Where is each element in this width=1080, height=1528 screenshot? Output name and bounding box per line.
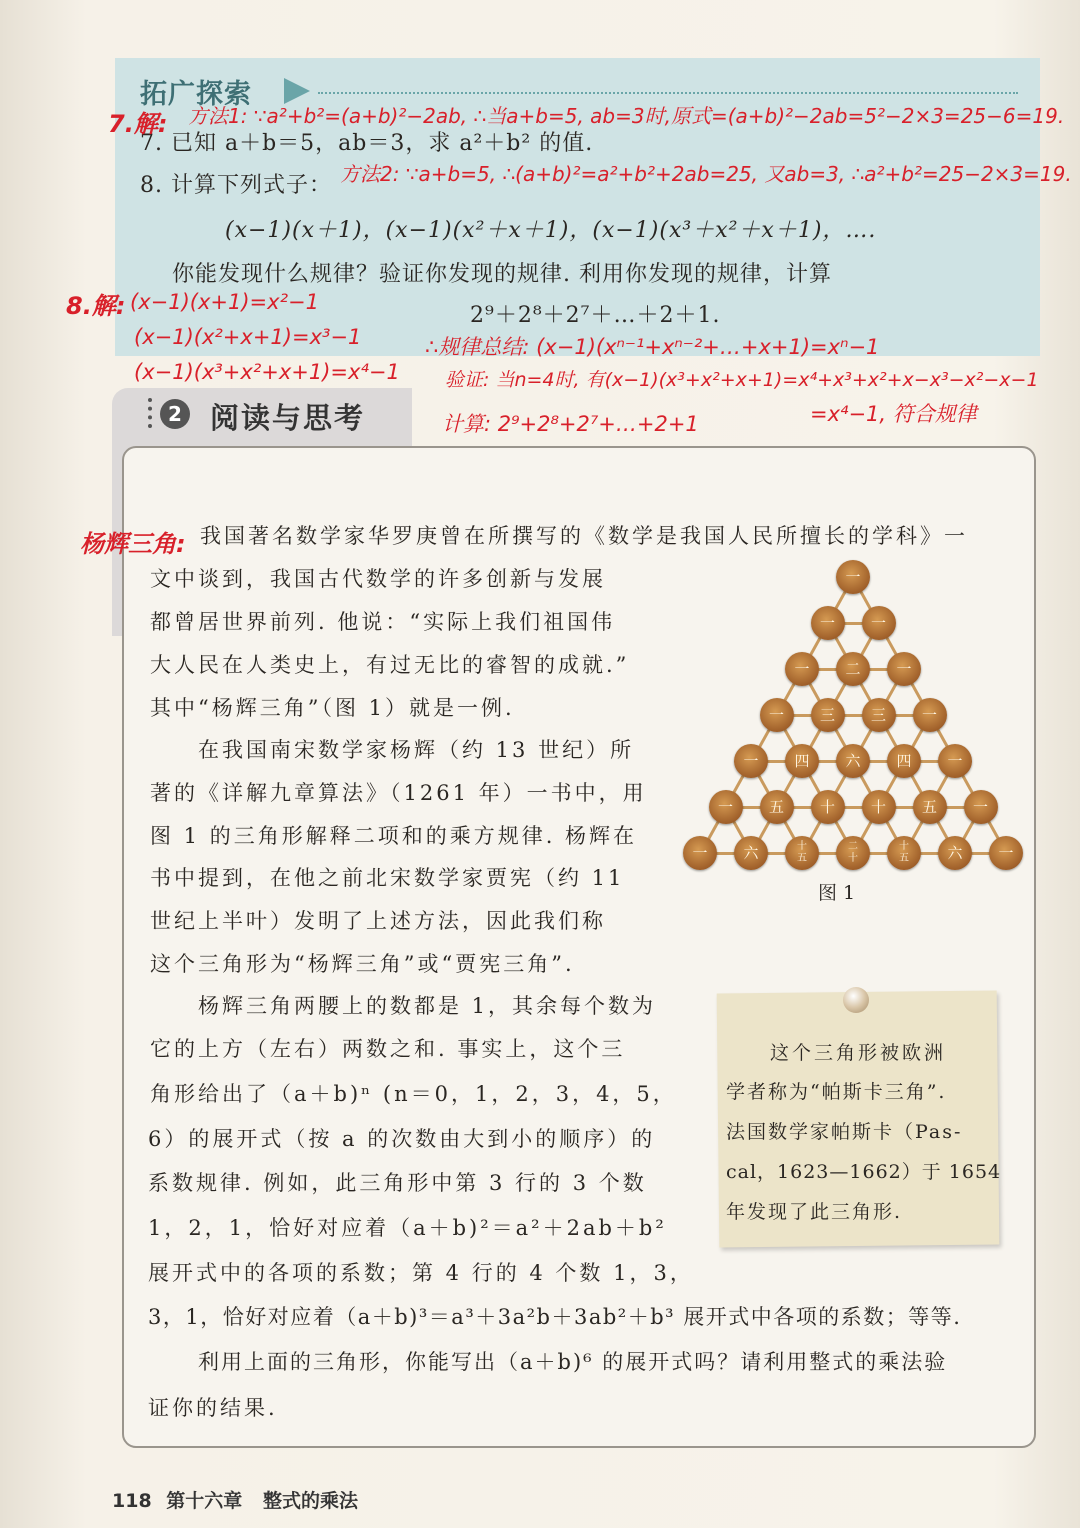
reading-line: 其中“杨辉三角”（图 1）就是一例. (150, 696, 515, 720)
reading-box (122, 446, 1036, 1448)
section-title: 阅读与思考 (210, 401, 366, 435)
section-number-icon: 2 (160, 399, 190, 429)
divider (318, 92, 1018, 94)
question-8: 8. 计算下列式子： (140, 173, 332, 198)
reading-line: 图 1 的三角形解释二项和的乘方规律. 杨辉在 (150, 824, 638, 848)
handwritten-label-7: 7.解: (108, 110, 168, 138)
note-line: 这个三角形被欧洲 (770, 1042, 947, 1064)
reading-line: 书中提到，在他之前北宋数学家贾宪（约 11 (150, 866, 625, 890)
reading-line: 大人民在人类史上，有过无比的睿智的成就.” (150, 653, 630, 677)
reading-line: 证你的结果. (148, 1396, 278, 1420)
reading-line: 系数规律. 例如，此三角形中第 3 行的 3 个数 (148, 1171, 647, 1195)
triangle-coin: 一 (964, 790, 998, 824)
section-bar (148, 398, 156, 428)
handwritten-solution-7b: 方法2: ∵a+b=5, ∴(a+b)²=a²+b²+2ab=25, 又ab=3, ∴a²+b²=25−2×3=19. (340, 162, 1072, 186)
reading-line: 杨辉三角两腰上的数都是 1，其余每个数为 (198, 994, 657, 1018)
note-line: cal，1623—1662）于 1654 (726, 1161, 1002, 1183)
triangle-coin: 三 (811, 698, 845, 732)
reading-line: 世纪上半叶）发明了上述方法，因此我们称 (150, 909, 606, 933)
question-8-prompt: 你能发现什么规律？验证你发现的规律. 利用你发现的规律，计算 (172, 262, 832, 287)
reading-line: 著的《详解九章算法》（1261 年）一书中，用 (150, 781, 647, 805)
triangle-coin: 三 (862, 698, 896, 732)
triangle-coin: 五 (913, 790, 947, 824)
triangle-coin: 十 五 (785, 836, 819, 870)
triangle-coin: 十 五 (887, 836, 921, 870)
reading-line: 这个三角形为“杨辉三角”或“贾宪三角”. (150, 952, 575, 976)
handwritten-line-8a: (x−1)(x+1)=x²−1 (130, 290, 319, 314)
reading-line: 1，2，1，恰好对应着（a＋b)²＝a²＋2ab＋b² (148, 1216, 667, 1240)
page-footer (112, 1486, 358, 1513)
note-line: 年发现了此三角形. (726, 1201, 903, 1223)
triangle-coin: 一 (709, 790, 743, 824)
pin-icon (843, 987, 869, 1013)
handwritten-line-8c: (x−1)(x³+x²+x+1)=x⁴−1 (134, 360, 400, 384)
triangle-coin: 一 (887, 652, 921, 686)
section-label: 整式的乘法 (262, 1490, 358, 1512)
triangle-coin: 六 (938, 836, 972, 870)
triangle-coin: 二 (836, 652, 870, 686)
reading-line: 都曾居世界前列. 他说：“实际上我们祖国伟 (150, 610, 616, 634)
triangle-coin: 六 (734, 836, 768, 870)
triangle-coin: 六 (836, 744, 870, 778)
triangle-coin: 一 (913, 698, 947, 732)
handwritten-verify-1: 验证: 当n=4时, 有(x−1)(x³+x²+x+1)=x⁴+x³+x²+x−x³−x²−x−1 (445, 369, 1039, 391)
note-line: 法国数学家帕斯卡（Pas- (726, 1121, 963, 1143)
handwritten-rule: ∴规律总结: (x−1)(xⁿ⁻¹+xⁿ⁻²+…+x+1)=xⁿ−1 (425, 335, 880, 359)
reading-line: 3，1，恰好对应着（a＋b)³＝a³＋3a²b＋3ab²＋b³ 展开式中各项的系数；等等. (148, 1305, 962, 1329)
question-7: 7. 已知 a＋b＝5，ab＝3，求 a²＋b² 的值. (140, 131, 594, 156)
handwritten-solution-7a: 方法1: ∵a²+b²=(a+b)²−2ab, ∴当a+b=5, ab=3时,原式=(a+b)²−2ab=5²−2×3=25−6=19. (188, 104, 1065, 128)
note-line: 学者称为“帕斯卡三角”. (726, 1081, 947, 1103)
explore-title: 拓广探索 (140, 79, 252, 110)
triangle-coin: 一 (938, 744, 972, 778)
handwritten-verify-2: =x⁴−1, 符合规律 (810, 402, 977, 426)
triangle-coin: 五 (760, 790, 794, 824)
triangle-coin: 一 (785, 652, 819, 686)
triangle-coin: 十 (811, 790, 845, 824)
question-8-expressions: (x−1)(x＋1)，(x−1)(x²＋x＋1)，(x−1)(x³＋x²＋x＋1)，…. (225, 218, 877, 243)
reading-line: 6）的展开式（按 a 的次数由大到小的顺序）的 (148, 1127, 656, 1151)
triangle-coin: 一 (862, 606, 896, 640)
chapter-label: 第十六章 (166, 1490, 243, 1512)
reading-line: 利用上面的三角形，你能写出（a＋b)⁶ 的展开式吗？请利用整式的乘法验 (198, 1350, 948, 1374)
triangle-coin: 四 (887, 744, 921, 778)
handwritten-line-8b: (x−1)(x²+x+1)=x³−1 (134, 325, 362, 349)
reading-line: 角形给出了（a＋b)ⁿ (n＝0，1，2，3，4，5， (150, 1082, 677, 1106)
handwritten-label-8: 8.解: (66, 292, 126, 320)
triangle-coin: 一 (760, 698, 794, 732)
triangle-coin: 一 (734, 744, 768, 778)
reading-line: 文中谈到，我国古代数学的许多创新与发展 (150, 567, 606, 591)
triangle-coin: 一 (836, 560, 870, 594)
reading-line: 在我国南宋数学家杨辉（约 13 世纪）所 (198, 738, 635, 762)
triangle-coin: 一 (683, 836, 717, 870)
question-8-sum: 2⁹＋2⁸＋2⁷＋…＋2＋1. (470, 303, 721, 328)
triangle-coin: 一 (811, 606, 845, 640)
reading-line: 它的上方（左右）两数之和. 事实上，这个三 (150, 1037, 626, 1061)
reading-line: 展开式中的各项的系数；第 4 行的 4 个数 1，3， (148, 1261, 694, 1285)
triangle-coin: 二 十 (836, 836, 870, 870)
figure-caption: 图 1 (818, 882, 856, 904)
triangle-coin: 四 (785, 744, 819, 778)
page-number: 118 (112, 1490, 152, 1512)
triangle-coin: 一 (989, 836, 1023, 870)
reading-line: 我国著名数学家华罗庚曾在所撰写的《数学是我国人民所擅长的学科》一 (200, 524, 968, 548)
triangle-coin: 十 (862, 790, 896, 824)
handwritten-yanghui: 杨辉三角: (80, 530, 186, 558)
handwritten-calc-1: 计算: 2⁹+2⁸+2⁷+…+2+1 (442, 412, 699, 436)
